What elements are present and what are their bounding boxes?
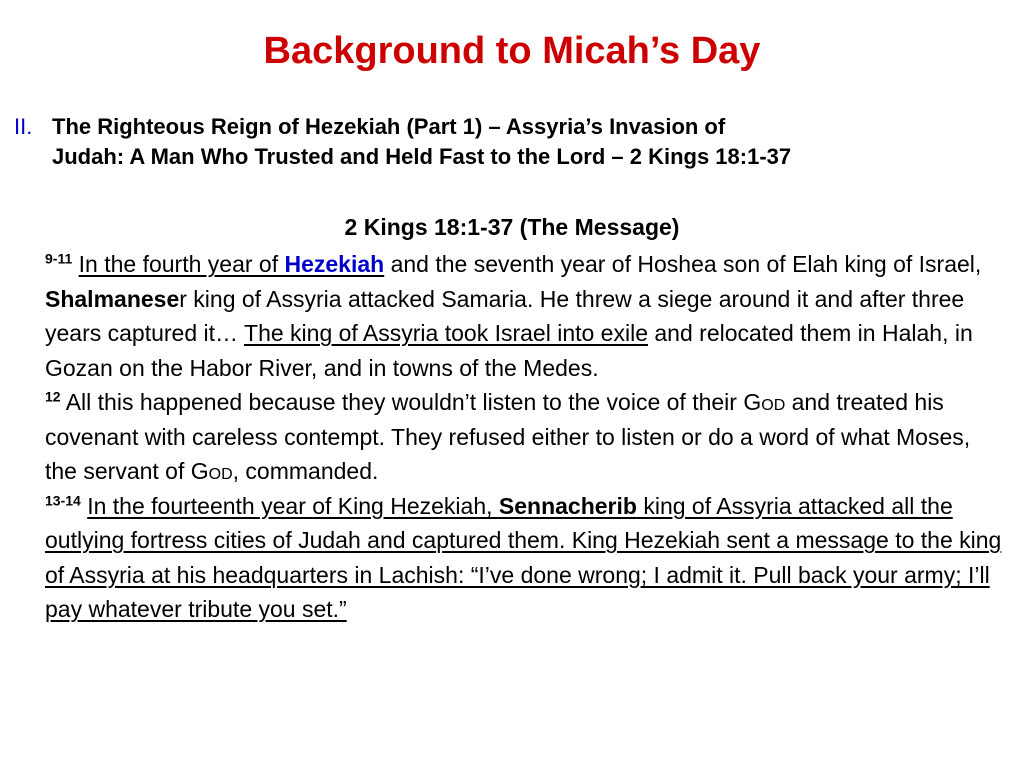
text-run: and treated his covenant with careless contempt. They refused either to listen or do a word of what Moses, the servant of xyxy=(45,389,971,484)
section-heading-line-1: The Righteous Reign of Hezekiah (Part 1) – Assyria’s Invasion of xyxy=(52,114,726,139)
underlined-text xyxy=(79,251,385,277)
section-heading-text xyxy=(52,112,1014,172)
verse-number: 9-11 xyxy=(45,250,73,267)
scripture-passage xyxy=(45,247,1005,627)
text-run: king of Assyria attacked all the outlying fortress cities of Judah and captured them. King Hezekiah sent a message to the king of Assyria at his headquarters in Lachish: “I’ve done wrong; I admit it. Pull back your army; I’ll pay whatever tribute you set.” xyxy=(45,492,1002,622)
text-run: , commanded. xyxy=(232,458,379,484)
text-run: and the seventh year of Hoshea son of Elah king of Israel, xyxy=(384,251,982,277)
sennacherib-name: Sennacherib xyxy=(498,492,637,519)
text-run: and relocated them in Halah, in Gozan on the Habor River, and in towns of the Medes. xyxy=(45,320,973,381)
text-run: All this happened because they wouldn’t listen to the voice of their xyxy=(60,389,744,415)
scripture-title: 2 Kings 18:1-37 (The Message) xyxy=(344,214,680,240)
underlined-text xyxy=(45,493,1001,623)
shalmaneser-name: Shalmanese xyxy=(45,285,180,312)
underlined-text: The king of Assyria took Israel into exile xyxy=(244,320,648,346)
paragraph-verses-9-11 xyxy=(45,247,1005,385)
verse-number: 13-14 xyxy=(45,491,81,508)
god-smallcaps: God xyxy=(743,389,786,415)
text-run: In the fourteenth year of King Hezekiah, xyxy=(87,492,499,519)
text-run: r king of Assyria attacked Samaria. He threw a siege around it and after three years captured it… xyxy=(45,285,965,346)
slide-title: Background to Micah’s Day xyxy=(263,30,761,72)
paragraph-verse-12 xyxy=(45,385,1005,489)
verse-number: 12 xyxy=(45,388,61,405)
hezekiah-name: Hezekiah xyxy=(284,251,385,277)
paragraph-verses-13-14 xyxy=(45,489,1005,627)
god-smallcaps: God xyxy=(190,458,233,484)
section-heading-line-2: Judah: A Man Who Trusted and Held Fast to the Lord – 2 Kings 18:1-37 xyxy=(52,144,792,169)
section-number: II. xyxy=(14,114,33,139)
text-run: In the fourth year of xyxy=(78,251,285,277)
